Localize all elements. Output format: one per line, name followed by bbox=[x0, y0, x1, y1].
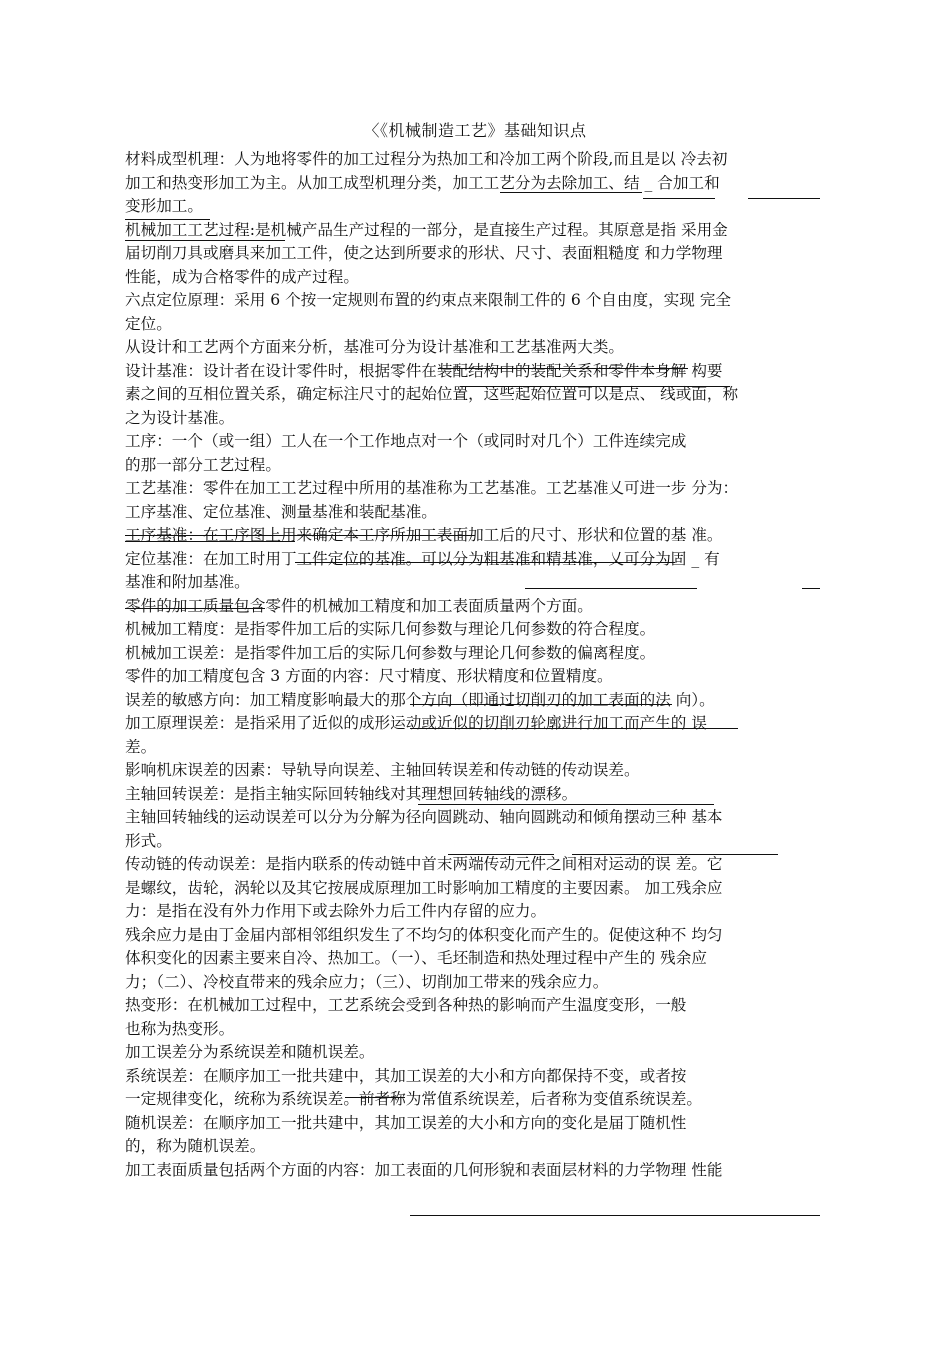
underline-mark bbox=[125, 240, 285, 241]
text-line: 影响机床误差的因素：导轨导向误差、主轴回转误差和传动链的传动误差。 bbox=[125, 761, 640, 779]
text-line: 基准和附加基准。 bbox=[125, 573, 250, 591]
underline-mark bbox=[572, 854, 778, 855]
underline-mark bbox=[643, 198, 715, 199]
text-line: 残余应力是由丁金届内部相邻组织发生了不均匀的体积变化而产生的。促使这种不 均匀 bbox=[125, 925, 723, 944]
text-line: 材料成型机理：人为地将零件的加工过程分为热加工和冷加工两个阶段,而且是以 冷去初 bbox=[125, 150, 728, 168]
underline-mark bbox=[345, 1097, 405, 1098]
text-line: 设计基准：设计者在设计零件时，根据零件在装配结构中的装配关系和零件本身解 构要 bbox=[125, 361, 723, 380]
text-line: 工序基准：在工序图上用来确定本工序所加工表面加工后的尺寸、形状和位置的基 准。 bbox=[125, 526, 723, 544]
underline-mark bbox=[295, 562, 675, 563]
text-line: 主轴回转误差：是指主轴实际回转轴线对其理想回转轴线的漂移。 bbox=[125, 784, 578, 803]
text-line: 性能，成为合格零件的成产过程。 bbox=[125, 267, 359, 286]
underline-mark bbox=[438, 368, 688, 369]
text-line: 工序基准、定位基准、测量基准和装配基准。 bbox=[125, 502, 437, 521]
underline-mark bbox=[418, 804, 714, 805]
underline-mark bbox=[125, 219, 210, 220]
underline-mark bbox=[410, 1215, 820, 1216]
underline-mark bbox=[460, 386, 730, 387]
underline-mark bbox=[448, 854, 554, 855]
text-line: 机械加工误差：是指零件加工后的实际几何参数与理论几何参数的偏离程度。 bbox=[125, 643, 656, 662]
text-line: 传动链的传动误差：是指内联系的传动链中首末两端传动元件之间相对运动的误 差。它 bbox=[125, 855, 723, 873]
text-line: 一定规律变化，统称为系统误差。前者称为常值系统误差，后者称为变值系统误差。 bbox=[125, 1090, 702, 1108]
text-line: 六点定位原理：采用 6 个按一定规则布置的约束点来限制工件的 6 个自由度，实现 完全 bbox=[125, 291, 732, 309]
text-line: 体积变化的因素主要来自冷、热加工。（一）、毛坯制造和热处理过程中产生的 残余应 bbox=[125, 949, 707, 967]
text-line: 变形加工。 bbox=[125, 197, 203, 215]
text-line: 的，称为随机误差。 bbox=[125, 1137, 266, 1155]
text-line: 零件的加工精度包含 3 方面的内容：尺寸精度、形状精度和位置精度。 bbox=[125, 667, 613, 685]
text-line: 届切削刀具或磨具来加工工件，使之达到所要求的形状、尺寸、表面粗糙度 和力学物理 bbox=[125, 244, 723, 262]
text-line: 也称为热变形。 bbox=[125, 1019, 235, 1038]
underline-mark bbox=[525, 588, 697, 589]
text-line: 从设计和工艺两个方面来分析，基准可分为设计基准和工艺基准两大类。 bbox=[125, 338, 625, 356]
text-line: 工艺基准：零件在加工工艺过程中所用的基准称为工艺基准。工艺基准乂可进一步 分为： bbox=[125, 479, 739, 497]
underline-mark bbox=[125, 535, 475, 536]
text-line: 误差的敏感方向：加工精度影响最大的那个方向（即通过切削刃的加工表面的法 向）。 bbox=[125, 690, 715, 709]
text-line: 机械加工工艺过程:是机械产品生产过程的一部分，是直接生产过程。其原意是指 采用金 bbox=[125, 220, 728, 239]
text-line: 定位。 bbox=[125, 314, 172, 333]
text-line: 加工表面质量包括两个方面的内容：加工表面的几何形貌和表面层材料的力学物理 性能 bbox=[125, 1160, 723, 1179]
text-line: 热变形：在机械加工过程中，工艺系统会受到各种热的影响而产生温度变形，一般 bbox=[125, 996, 687, 1014]
underline-mark bbox=[410, 704, 672, 705]
text-line: 加工误差分为系统误差和随机误差。 bbox=[125, 1043, 375, 1061]
text-line: 力；（二）、冷校直带来的残余应力；（三）、切削加工带来的残余应力。 bbox=[125, 972, 609, 991]
underline-mark bbox=[410, 728, 738, 729]
text-line: 力：是指在没有外力作用下或去除外力后工件内存留的应力。 bbox=[125, 902, 547, 920]
text-line: 加工原理误差：是指采用了近似的成形运动或近似的切削刃轮廓进行加工而产生的 误 bbox=[125, 714, 707, 732]
text-line: 随机误差：在顺序加工一批共建中，其加工误差的大小和方向的变化是届丁随机性 bbox=[125, 1113, 687, 1132]
document-body bbox=[125, 148, 825, 1182]
underline-mark bbox=[802, 588, 820, 589]
underline-mark bbox=[125, 541, 295, 542]
underline-mark bbox=[500, 192, 642, 193]
text-line: 形式。 bbox=[125, 831, 172, 850]
text-line: 主轴回转轴线的运动误差可以分为分解为径向圆跳动、轴向圆跳动和倾角摆动三种 基本 bbox=[125, 808, 723, 826]
document-title: 〈《机械制造工艺》基础知识点 bbox=[363, 121, 587, 140]
underline-mark bbox=[748, 198, 820, 199]
text-line: 是螺纹，齿轮，涡轮以及其它按展成原理加工时影响加工精度的主要因素。 加工残余应 bbox=[125, 878, 723, 897]
text-line: 的那一部分工艺过程。 bbox=[125, 455, 281, 474]
text-line: 之为设计基准。 bbox=[125, 408, 235, 427]
underline-mark bbox=[125, 608, 265, 609]
text-line: 差。 bbox=[125, 737, 157, 756]
text-line: 系统误差：在顺序加工一批共建中，其加工误差的大小和方向都保持不变，或者按 bbox=[125, 1066, 687, 1085]
text-line: 加工和热变形加工为主。从加工成型机理分类，加工工艺分为去除加工、结 _ 合加工和 bbox=[125, 173, 720, 192]
text-line: 零件的加工质量包含零件的机械加工精度和加工表面质量两个方面。 bbox=[125, 596, 593, 615]
text-line: 机械加工精度：是指零件加工后的实际几何参数与理论几何参数的符合程度。 bbox=[125, 620, 656, 638]
text-line: 定位基准：在加工时用丁工件定位的基准。可以分为粗基准和精基准，乂可分为固 _ 有 bbox=[125, 549, 720, 568]
text-line: 工序：一个（或一组）工人在一个工作地点对一个（或同时对几个）工件连续完成 bbox=[125, 432, 687, 450]
text-line: 素之间的互相位置关系，确定标注尺寸的起始位置，这些起始位置可以是点、 线或面，称 bbox=[125, 385, 739, 403]
